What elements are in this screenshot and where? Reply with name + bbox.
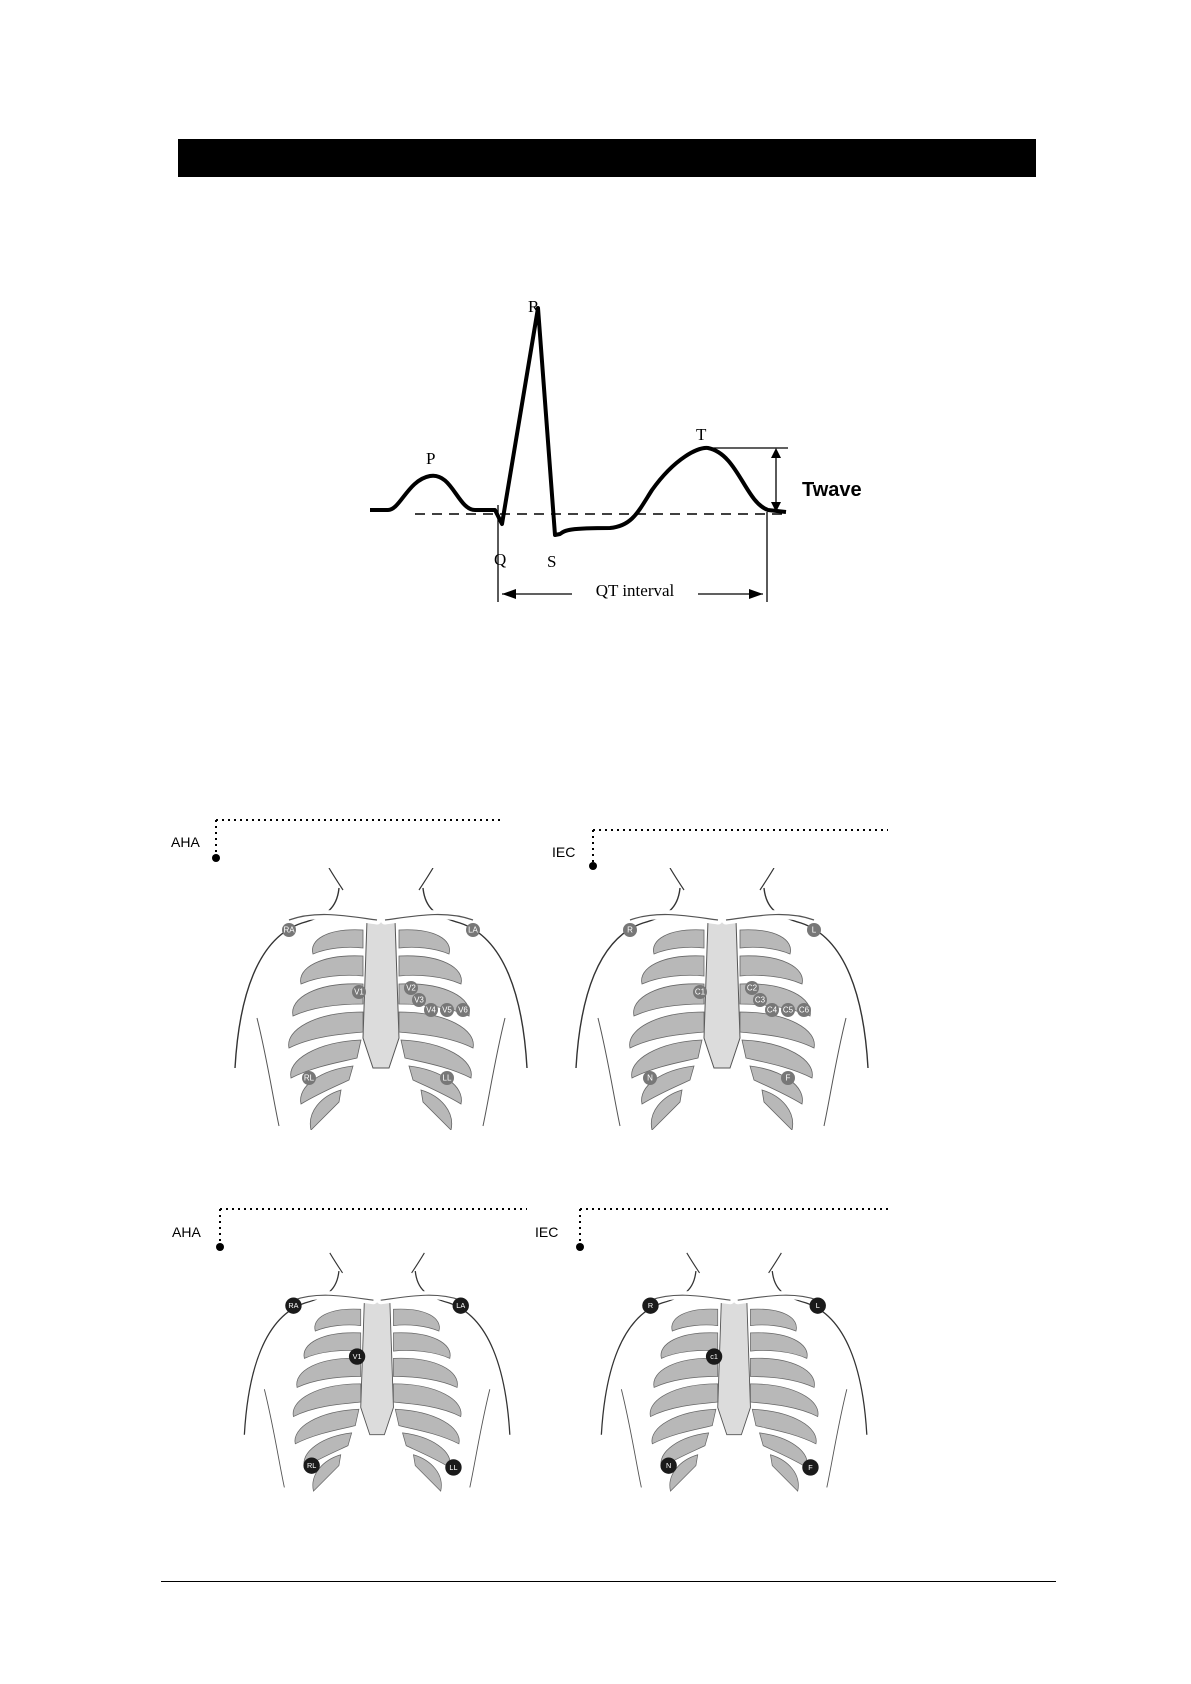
electrode-ra — [282, 923, 296, 937]
iec-standard-label: IEC — [552, 844, 576, 860]
qt-arrow-left-head — [502, 589, 516, 599]
twave-amplitude-arrow-top — [771, 448, 781, 458]
aha-chest-diagram-2 — [228, 1241, 528, 1503]
svg-text:L: L — [815, 1301, 820, 1311]
svg-text:C6: C6 — [798, 1005, 810, 1015]
svg-text:RL: RL — [306, 1461, 317, 1471]
aha-standard-label: AHA — [171, 834, 200, 850]
svg-text:N: N — [647, 1073, 653, 1083]
figure-set-2-iec — [535, 1205, 895, 1495]
svg-text:C1: C1 — [694, 987, 706, 997]
svg-text:V5: V5 — [442, 1005, 452, 1015]
svg-text:LA: LA — [456, 1301, 466, 1311]
ecg-waveform-diagram — [360, 290, 880, 620]
iec-chest-diagram-2 — [585, 1241, 885, 1503]
aha-leader-line — [171, 812, 501, 872]
electrode-c2 — [745, 981, 759, 995]
electrode-ll — [440, 1071, 454, 1085]
svg-text:V1: V1 — [352, 1352, 362, 1362]
electrode-c6 — [797, 1003, 811, 1017]
electrode-v1 — [352, 985, 366, 999]
electrode-ra — [285, 1297, 301, 1313]
electrode-v1 — [349, 1348, 365, 1364]
qt-interval-label: QT interval — [595, 581, 675, 600]
qt-arrow-right-head — [749, 589, 763, 599]
iec-leader-line — [548, 812, 888, 872]
r-wave-label: R — [528, 297, 540, 316]
electrode-la — [466, 923, 480, 937]
p-wave-label: P — [426, 449, 436, 468]
electrode-c5 — [781, 1003, 795, 1017]
electrode-c4 — [765, 1003, 779, 1017]
svg-text:R: R — [627, 925, 633, 935]
electrode-c3 — [753, 993, 767, 1007]
electrode-f — [802, 1459, 818, 1475]
svg-text:RA: RA — [288, 1301, 299, 1311]
svg-text:V6: V6 — [458, 1005, 468, 1015]
svg-text:V4: V4 — [426, 1005, 436, 1015]
electrode-f — [781, 1071, 795, 1085]
svg-text:N: N — [666, 1461, 672, 1471]
electrode-v5 — [440, 1003, 454, 1017]
iec-standard-label-2: IEC — [535, 1224, 559, 1240]
svg-text:LL: LL — [449, 1462, 458, 1472]
electrode-v3 — [412, 993, 426, 1007]
svg-text:L: L — [811, 925, 817, 935]
svg-text:C2: C2 — [746, 983, 758, 993]
figure-set-1-aha — [171, 812, 501, 1092]
s-wave-label: S — [547, 552, 557, 571]
svg-text:C3: C3 — [754, 995, 766, 1005]
electrode-n — [660, 1457, 676, 1473]
twave-label: Twave — [802, 479, 862, 501]
figure-set-2-aha — [172, 1205, 532, 1495]
svg-text:V3: V3 — [414, 995, 424, 1005]
electrode-c1 — [706, 1348, 722, 1364]
svg-text:RA: RA — [283, 925, 295, 935]
figure-set-1-iec — [548, 812, 888, 1092]
electrode-rl — [303, 1457, 319, 1473]
ecg-trace — [370, 308, 786, 535]
q-wave-label: Q — [494, 550, 507, 569]
electrode-v4 — [424, 1003, 438, 1017]
electrode-r — [642, 1297, 658, 1313]
svg-text:c1: c1 — [710, 1352, 718, 1362]
electrode-v2 — [404, 981, 418, 995]
electrode-l — [807, 923, 821, 937]
electrode-la — [453, 1297, 469, 1313]
svg-text:C4: C4 — [766, 1005, 778, 1015]
t-wave-label: T — [696, 425, 707, 444]
aha-standard-label-2: AHA — [172, 1224, 201, 1240]
svg-text:LL: LL — [442, 1073, 452, 1083]
svg-text:LA: LA — [468, 925, 478, 935]
svg-text:V1: V1 — [354, 987, 364, 997]
aha-chest-diagram — [217, 868, 547, 1130]
footer-rule — [161, 1581, 1056, 1582]
electrode-n — [643, 1071, 657, 1085]
svg-text:RL: RL — [303, 1073, 315, 1083]
svg-text:F: F — [808, 1462, 813, 1472]
svg-text:R: R — [647, 1301, 654, 1311]
electrode-l — [810, 1297, 826, 1313]
iec-chest-diagram — [558, 868, 888, 1130]
svg-text:F: F — [785, 1073, 791, 1083]
svg-text:V2: V2 — [406, 983, 416, 993]
electrode-r — [623, 923, 637, 937]
svg-text:C5: C5 — [782, 1005, 794, 1015]
electrode-rl — [302, 1071, 316, 1085]
electrode-v6 — [456, 1003, 470, 1017]
electrode-ll — [445, 1459, 461, 1475]
header-bar — [178, 139, 1036, 177]
electrode-c1 — [693, 985, 707, 999]
